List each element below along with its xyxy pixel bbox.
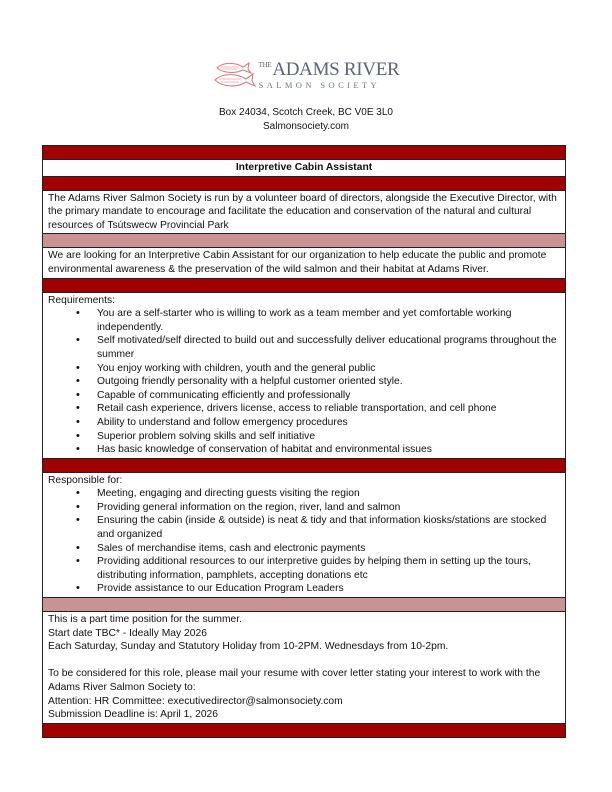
divider-band: [43, 598, 565, 612]
divider-band: [43, 279, 565, 293]
responsibilities-heading: Responsible for:: [48, 474, 123, 486]
logo-title: ADAMS RIVER: [272, 59, 400, 81]
list-item: • Superior problem solving skills and self initiative: [85, 430, 560, 444]
requirements-section: [43, 293, 565, 459]
position-details: [43, 612, 565, 724]
website: Salmonsociety.com: [263, 121, 349, 132]
address: Box 24034, Scotch Creek, BC V0E 3L0: [219, 107, 393, 118]
list-item: • Sales of merchandise items, cash and electronic payments: [85, 542, 560, 556]
list-item: • Providing general information on the region, river, land and salmon: [85, 501, 560, 515]
requirements-heading: Requirements:: [48, 294, 115, 306]
part-time-note: This is a part time position for the summer.: [48, 614, 242, 626]
about-society: The Adams River Salmon Society is run by a volunteer board of directors, alongside the Executive Director, with the primary mandate to encourage and facilitate the education and conservation of the natural and cultural resources of Tsútswecw Provincial Park: [43, 191, 565, 235]
job-posting-table: [42, 145, 566, 738]
logo-subtitle: SALMON SOCIETY: [258, 80, 381, 91]
list-item: • You enjoy working with children, youth and the general public: [85, 362, 560, 376]
submission-deadline: Submission Deadline is: April 1, 2026: [48, 709, 218, 721]
responsibilities-list: [48, 487, 560, 596]
schedule: Each Saturday, Sunday and Statutory Holiday from 10-2PM. Wednesdays from 10-2pm.: [48, 641, 449, 653]
contact-email: Attention: HR Committee: executivedirector@salmonsociety.com: [48, 695, 343, 707]
list-item: • Capable of communicating efficiently and professionally: [85, 389, 560, 403]
society-logo: [213, 56, 400, 94]
start-date: Start date TBC* - Ideally May 2026: [48, 627, 207, 639]
list-item: • Providing additional resources to our interpretive guides by helping them in setting up the tours, distributing information, pamphlets, accepting donations etc: [85, 555, 560, 582]
application-instructions: To be considered for this role, please mail your resume with cover letter stating your interest to work with the Adams River Salmon Society to:: [48, 668, 541, 693]
divider-band: [43, 234, 565, 248]
divider-band: [43, 146, 565, 160]
list-item: • Ability to understand and follow emergency procedures: [85, 416, 560, 430]
list-item: • Meeting, engaging and directing guests visiting the region: [85, 487, 560, 501]
list-item: • You are a self-starter who is willing to work as a team member and yet comfortable working independently.: [85, 307, 560, 334]
logo-the: THE: [258, 61, 272, 70]
letterhead: [0, 56, 612, 134]
list-item: • Provide assistance to our Education Program Leaders: [85, 582, 560, 596]
list-item: • Has basic knowledge of conservation of habitat and environmental issues: [85, 443, 560, 457]
list-item: • Self motivated/self directed to build out and successfully deliver educational programs throughout the summer: [85, 334, 560, 361]
responsibilities-section: [43, 473, 565, 598]
list-item: • Retail cash experience, drivers license, access to reliable transportation, and cell phone: [85, 402, 560, 416]
list-item: • Outgoing friendly personality with a helpful customer oriented style.: [85, 375, 560, 389]
divider-band: [43, 177, 565, 191]
divider-band: [43, 459, 565, 473]
divider-band: [43, 724, 565, 737]
salmon-fish-icon: [213, 59, 257, 91]
requirements-list: [48, 307, 560, 457]
list-item: • Ensuring the cabin (inside & outside) is neat & tidy and that information kiosks/stations are stocked and organized: [85, 514, 560, 541]
job-title: Interpretive Cabin Assistant: [43, 160, 565, 177]
job-intro: We are looking for an Interpretive Cabin Assistant for our organization to help educate the public and promote environmental awareness & the preservation of the wild salmon and their habitat at Adams River.: [43, 248, 565, 278]
